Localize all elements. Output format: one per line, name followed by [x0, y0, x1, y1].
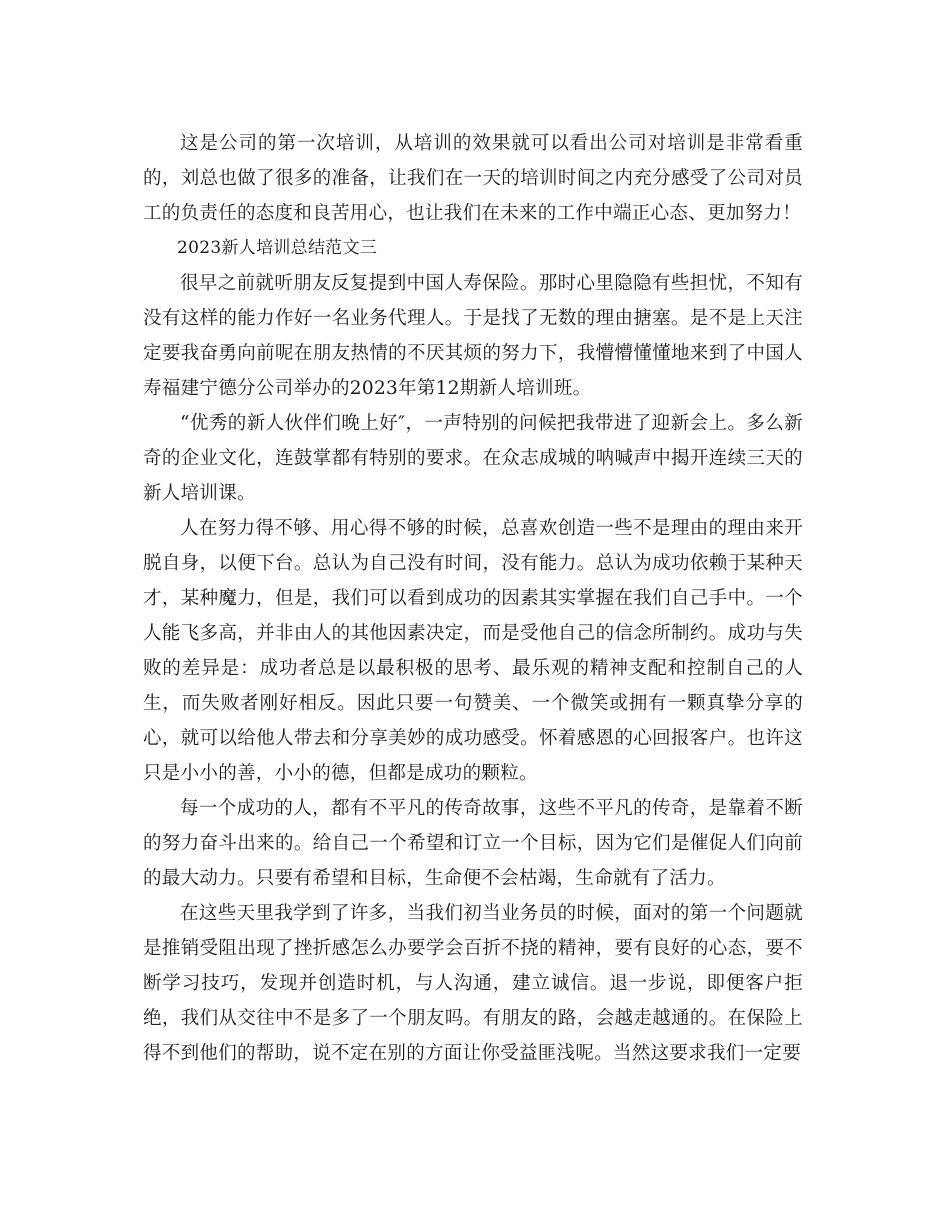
paragraph-4: 人在努力得不够、用心得不够的时候，总喜欢创造一些不是理由的理由来开脱自身，以便下台。总认为自己没有时间，没有能力。总认为成功依赖于某种天才，某种魔力，但是，我们可以看到成功的因素其实掌握在我们自己手中。一个人能飞多高，并非由人的其他因素决定，而是受他自己的信念所制约。成功与失败的差异是：成功者总是以最积极的思考、最乐观的精神支配和控制自己的人生，而失败者刚好相反。因此只要一句赞美、一个微笑或拥有一颗真挚分享的心，就可以给他人带去和分享美妙的成功感受。怀着感恩的心回报客户。也许这只是小小的善，小小的德，但都是成功的颗粒。	[143, 518, 803, 784]
section-heading: 2023新人培训总结范文三	[177, 238, 378, 258]
paragraph-5: 每一个成功的人，都有不平凡的传奇故事，这些不平凡的传奇，是靠着不断的努力奋斗出来的。给自己一个希望和订立一个目标，因为它们是催促人们向前的最大动力。只要有希望和目标，生命便不会枯竭，生命就有了活力。	[143, 798, 803, 889]
paragraph-1: 这是公司的第一次培训，从培训的效果就可以看出公司对培训是非常看重的，刘总也做了很多的准备，让我们在一天的培训时间之内充分感受了公司对员工的负责任的态度和良苦用心，也让我们在未来的工作中端正心态、更加努力！	[143, 133, 803, 224]
paragraph-2: 很早之前就听朋友反复提到中国人寿保险。那时心里隐隐有些担忧，不知有没有这样的能力作好一名业务代理人。于是找了无数的理由搪塞。是不是上天注定要我奋勇向前呢在朋友热情的不厌其烦的努力下，我懵懵懂懂地来到了中国人寿福建宁德分公司举办的2023年第12期新人培训班。	[143, 273, 803, 399]
paragraph-6: 在这些天里我学到了许多，当我们初当业务员的时候，面对的第一个问题就是推销受阻出现了挫折感怎么办要学会百折不挠的精神，要有良好的心态，要不断学习技巧，发现并创造时机，与人沟通，建立诚信。退一步说，即便客户拒绝，我们从交往中不是多了一个朋友吗。有朋友的路，会越走越通的。在保险上得不到他们的帮助，说不定在别的方面让你受益匪浅呢。当然这要求我们一定要	[143, 903, 803, 1064]
document-body	[143, 126, 803, 1071]
paragraph-3: “优秀的新人伙伴们晚上好″，一声特别的问候把我带进了迎新会上。多么新奇的企业文化，连鼓掌都有特别的要求。在众志成城的呐喊声中揭开连续三天的新人培训课。	[143, 413, 803, 504]
